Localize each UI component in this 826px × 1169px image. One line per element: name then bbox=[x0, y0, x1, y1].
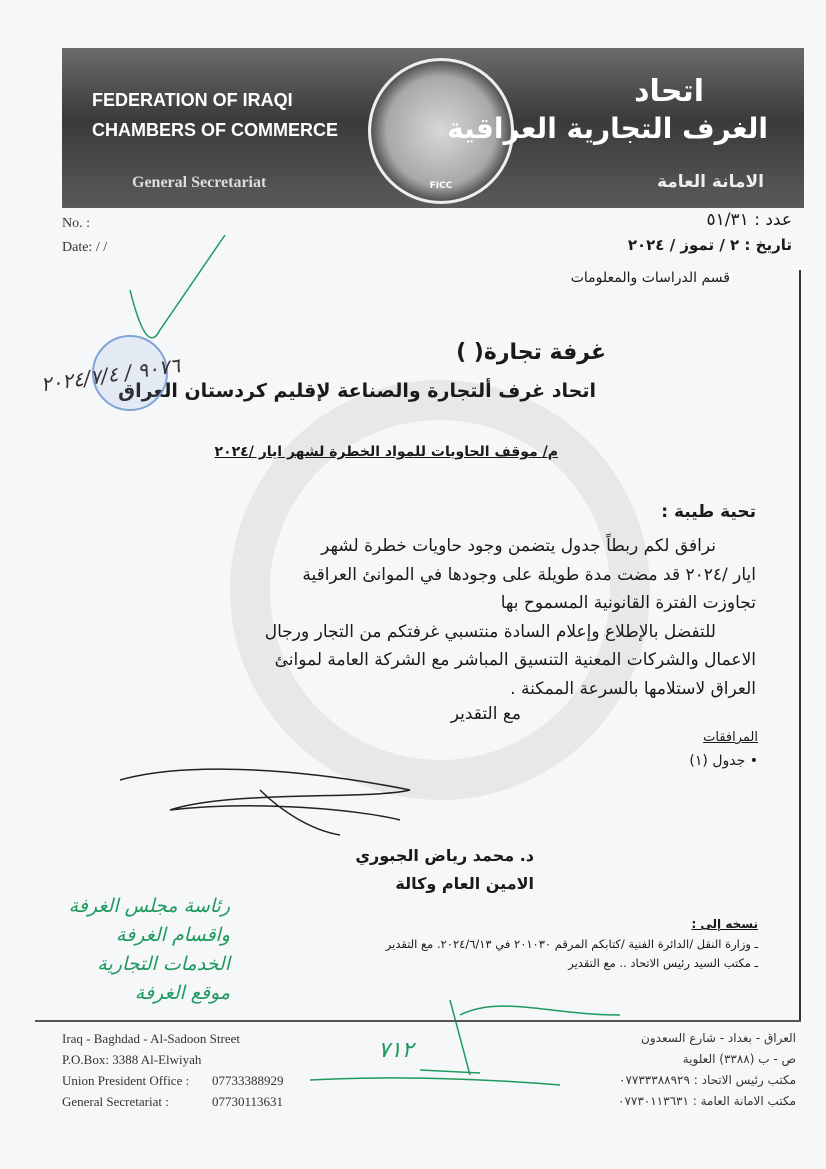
body-line: العراق لاستلامها بالسرعة الممكنة . bbox=[510, 678, 756, 699]
green-check-mark bbox=[120, 230, 230, 360]
signer-name: د. محمد رياض الجبوري bbox=[355, 846, 534, 865]
green-line: الخدمات التجارية bbox=[97, 953, 230, 975]
footer-address: Iraq - Baghdad - Al-Sadoon Street bbox=[62, 1031, 240, 1046]
copy-item: ـ وزارة النقل /الدائرة الفنية /كتابكم المرقم ٢٠١٠٣٠ في ٢٠٢٤/٦/١٣. مع التقدير bbox=[385, 937, 758, 951]
closing: مع التقدير bbox=[450, 704, 521, 724]
body-line: الاعمال والشركات المعنية التنسيق المباشر مع الشركة العامة لموانئ bbox=[274, 650, 756, 670]
letter-body bbox=[56, 532, 756, 703]
letterhead-en-line3: General Secretariat bbox=[132, 174, 267, 191]
green-scribble bbox=[300, 995, 620, 1095]
footer-ar-president: مكتب رئيس الاتحاد : ٠٧٧٣٣٣٨٨٩٢٩ bbox=[619, 1073, 796, 1087]
ar-number: عدد : ٥١/٣١ bbox=[706, 210, 792, 230]
margin-line bbox=[799, 270, 801, 1022]
green-line: واقسام الغرفة bbox=[115, 924, 230, 946]
letterhead bbox=[62, 48, 804, 208]
body-line: ايار /٢٠٢٤ قد مضت مدة طويلة على وجودها في الموانئ العراقية bbox=[302, 564, 756, 585]
footer-ar-pobox: ص - ب (٣٣٨٨) العلوية bbox=[682, 1052, 796, 1066]
attachment-item: • جدول (١) bbox=[689, 753, 758, 769]
letterhead-ar-line1: اتحاد bbox=[634, 74, 704, 109]
letterhead-ar-line2: الغرف التجارية العراقية bbox=[447, 112, 768, 145]
department: قسم الدراسات والمعلومات bbox=[570, 270, 730, 286]
signer-title: الامين العام وكالة bbox=[395, 874, 534, 893]
copies-list bbox=[386, 935, 758, 973]
letterhead-en-line2: CHAMBERS OF COMMERCE bbox=[92, 120, 338, 140]
green-line: موقع الغرفة bbox=[134, 982, 230, 1004]
body-line: تجاوزت الفترة القانونية المسموح بها bbox=[500, 593, 756, 613]
signature bbox=[110, 750, 440, 840]
recipient-line2: اتحاد غرف ألتجارة والصناعة لإقليم كردستان العراق bbox=[118, 380, 596, 402]
handwritten-note: ٩٠٧٦ / ٢٠٢٤/٧/٤ bbox=[39, 353, 182, 397]
letterhead-ar-line3: الامانة العامة bbox=[656, 172, 764, 192]
copy-item: ـ مكتب السيد رئيس الاتحاد .. مع التقدير bbox=[568, 956, 758, 970]
greeting: تحية طيبة : bbox=[661, 502, 756, 522]
recipient-line1: غرفة تجارة( ) bbox=[456, 340, 606, 365]
subject: م/ موقف الحاويات للمواد الخطرة لشهر ايار /٢٠٢٤ bbox=[214, 444, 558, 460]
ar-date: تاريخ : ٢ / تموز / ٢٠٢٤ bbox=[627, 236, 792, 254]
footer-president-office bbox=[62, 1070, 284, 1091]
body-line: للتفضل بالإطلاع وإعلام السادة منتسبي غرفتكم من التجار ورجال bbox=[264, 621, 716, 642]
footer-ar-secretariat: مكتب الامانة العامة : ٠٧٧٣٠١١٣٦٣١ bbox=[618, 1094, 796, 1108]
footer-ar-address: العراق - بغداد - شارع السعدون bbox=[641, 1031, 796, 1045]
letterhead-en-line1: FEDERATION OF IRAQI bbox=[92, 90, 293, 110]
footer-secretariat bbox=[62, 1091, 284, 1112]
green-number: ٧١٢ bbox=[378, 1038, 414, 1063]
president-phone: 07733388929 bbox=[212, 1073, 284, 1088]
emblem-text: FICC bbox=[429, 181, 453, 191]
attachments-label: المرافقات bbox=[703, 730, 758, 745]
date-label: Date: / / bbox=[62, 240, 108, 255]
number-label: No. : bbox=[62, 216, 90, 231]
green-handwriting bbox=[30, 892, 230, 1008]
secretariat-phone: 07730113631 bbox=[212, 1094, 284, 1109]
footer-ar bbox=[618, 1028, 796, 1112]
footer-divider bbox=[35, 1020, 801, 1022]
body-line: نرافق لكم ربطاً جدول يتضمن وجود حاويات خطرة لشهر bbox=[321, 536, 716, 556]
footer-pobox: P.O.Box: 3388 Al-Elwiyah bbox=[62, 1052, 202, 1067]
footer-en bbox=[62, 1028, 284, 1112]
green-line: رئاسة مجلس الغرفة bbox=[68, 895, 230, 917]
attachment-item-text: جدول (١) bbox=[689, 753, 746, 769]
president-office-label: Union President Office : bbox=[62, 1073, 190, 1088]
secretariat-label: General Secretariat : bbox=[62, 1094, 169, 1109]
copies-label: نسخه إلى : bbox=[691, 917, 758, 931]
